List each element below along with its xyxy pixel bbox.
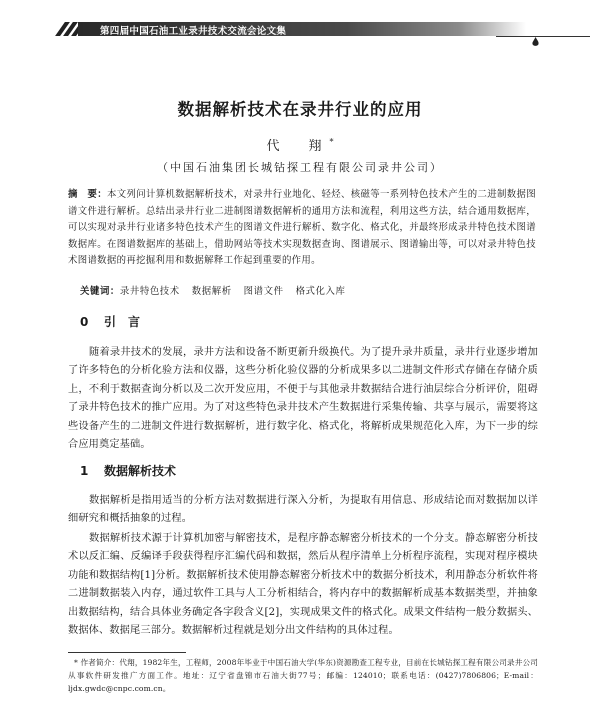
author-line: [0, 135, 600, 154]
author-footnote-mark: *: [329, 137, 334, 147]
footnote-rule: [68, 652, 186, 653]
keyword: 数据解析: [191, 286, 232, 297]
section-number: 1: [80, 464, 89, 478]
keyword: 图谱文件: [243, 286, 284, 297]
keywords-label: 关键词：: [80, 286, 120, 297]
section-title: 数据解析技术: [104, 464, 177, 478]
abstract-label: 摘 要：: [68, 189, 108, 200]
header-rule: [496, 36, 590, 37]
keyword: 格式化入库: [295, 286, 346, 297]
section-title: 引 言: [104, 315, 141, 329]
keyword: 录井特色技术: [119, 286, 180, 297]
series-title: 第四届中国石油工业录井技术交流会论文集: [100, 26, 287, 37]
abstract-text: 本文列问计算机数据解析技术，对录井行业地化、轻烃、核磁等一系列特色技术产生的二进制数据图谱文件进行解析。总结出录井行业二进制图谱数据解析的通用方法和流程，利用这些方法，结合通用数据库，可以实现对录井行业诸多特色技术产生的图谱文件进行解析、数字化、格式化，并最终形成录井特色技术图谱数据库。在图谱数据库的基础上，借助网站等技术实现数据查询、图谱展示、图谱输出等，可以对录井特色技术图谱数据的再挖掘利用和数据解释工作起到重要的作用。: [68, 189, 537, 267]
body-paragraph: 数据解析技术源于计算机加密与解密技术，是程序静态解密分析技术的一个分支。静态解密分析技术以反汇编、反编译手段获得程序汇编代码和数据，然后从程序清单上分析程序流程，实现对程序模块功能和数据结构[1]分析。数据解析技术使用静态解密分析技术中的数据分析技术，利用静态分析软件将二进制数据装入内存，通过软件工具与人工分析相结合，将内存中的数据解析成基本数据类型，并抽象出数据结构，结合具体业务确定各字段含义[2]，实现成果文件的格式化。成果文件结构一般分数据头、数据体、数据尾三部分。数据解析过程就是划分出文件结构的具体过程。: [68, 533, 538, 637]
section-heading-intro: [80, 313, 140, 330]
author-footnote: * 作者简介：代翔，1982年生，工程师，2008年毕业于中国石油大学(华东)资源勘查工程专业，目前在长城钻探工程有限公司录井公司从事软件研发推广方面工作。地址：辽宁省盘锦市石油大街77号；邮编：124010；联系电话：(0427)7806806；E-mail：ljdx.gwdc@cnpc.com.cn。: [68, 658, 538, 693]
body-paragraph: 随着录井技术的发展，录井方法和设备不断更新升级换代。为了提升录井质量，录井行业逐步增加了许多特色的分析化验方法和仪器，这些分析化验仪器的分析成果多以二进制文件形式存储在存储介质上，不利于数据查询分析以及二次开发应用，不便于与其他录井数据结合进行油层综合分析评价，阻碍了录井特色技术的推广应用。为了对这些特色录井技术产生数据进行采集传输、共享与展示，需要将这些设备产生的二进制文件进行数据解析，进行数字化、格式化，将解析成果规范化入库，为下一步的综合应用奠定基础。: [68, 347, 538, 451]
body-paragraph: 数据解析是指用适当的分析方法对数据进行深入分析，为提取有用信息、形成结论而对数据加以详细研究和概括抽象的过程。: [68, 495, 538, 525]
author-name: 代 翔: [266, 139, 330, 154]
keywords: [80, 283, 357, 297]
affiliation: （中国石油集团长城钻探工程有限公司录井公司）: [157, 161, 443, 174]
section-heading-data-parsing: [80, 462, 176, 479]
section-number: 0: [80, 315, 89, 329]
paper-title: 数据解析技术在录井行业的应用: [177, 100, 423, 119]
abstract: [68, 187, 536, 270]
flame-icon: [532, 37, 539, 47]
running-header: [56, 22, 526, 38]
